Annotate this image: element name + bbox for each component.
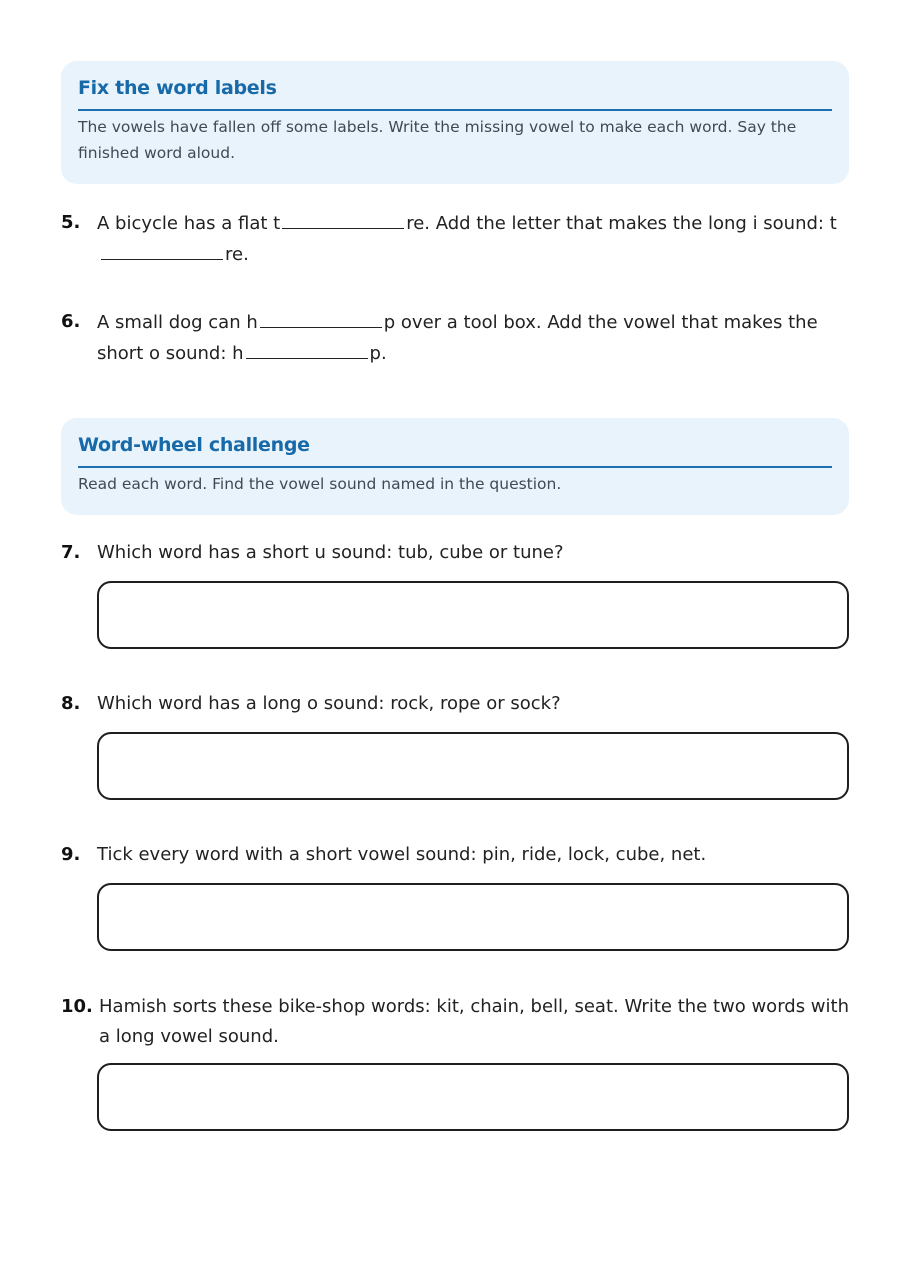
question-text-part: re. Add the letter that makes the long i sound: t bbox=[406, 213, 837, 234]
section-divider bbox=[78, 109, 832, 111]
question-text-part: A bicycle has a flat t bbox=[97, 213, 281, 234]
question-number: 9. bbox=[61, 844, 81, 865]
question-text: Hamish sorts these bike-shop words: kit, chain, bell, seat. Write the two words with a long vowel sound. bbox=[99, 996, 849, 1047]
question-number: 6. bbox=[61, 311, 81, 332]
section-panel-word-wheel-challenge bbox=[61, 418, 849, 515]
question-8 bbox=[61, 689, 851, 719]
question-text-part: p over a tool box. Add the vowel that makes the short o sound: h bbox=[97, 312, 818, 364]
question-text: Which word has a short u sound: tub, cube or tune? bbox=[97, 542, 564, 563]
answer-box[interactable] bbox=[97, 1063, 849, 1131]
section-title: Fix the word labels bbox=[78, 77, 277, 99]
question-6 bbox=[61, 307, 851, 369]
answer-box[interactable] bbox=[97, 732, 849, 800]
answer-box[interactable] bbox=[97, 581, 849, 649]
question-text: Tick every word with a short vowel sound: pin, ride, lock, cube, net. bbox=[97, 844, 707, 865]
question-text-part: A small dog can h bbox=[97, 312, 258, 333]
question-text bbox=[97, 208, 851, 270]
question-text bbox=[97, 307, 851, 369]
question-number: 5. bbox=[61, 212, 81, 233]
question-10 bbox=[61, 992, 851, 1052]
question-number: 8. bbox=[61, 693, 81, 714]
section-title: Word-wheel challenge bbox=[78, 434, 310, 456]
question-text-part: p. bbox=[369, 343, 387, 364]
fill-in-blank[interactable] bbox=[101, 239, 223, 260]
question-text: Which word has a long o sound: rock, rope or sock? bbox=[97, 693, 561, 714]
fill-in-blank[interactable] bbox=[246, 338, 368, 359]
section-instructions: The vowels have fallen off some labels. Write the missing vowel to make each word. Say the finished word aloud. bbox=[78, 118, 797, 162]
question-9 bbox=[61, 840, 851, 870]
question-5 bbox=[61, 208, 851, 270]
question-number: 10. bbox=[61, 996, 93, 1017]
section-panel-fix-word-labels bbox=[61, 61, 849, 184]
question-number: 7. bbox=[61, 542, 81, 563]
fill-in-blank[interactable] bbox=[260, 307, 382, 328]
question-7 bbox=[61, 538, 851, 568]
question-text-part: re. bbox=[225, 244, 249, 265]
section-instructions: Read each word. Find the vowel sound named in the question. bbox=[78, 475, 562, 493]
fill-in-blank[interactable] bbox=[282, 208, 404, 229]
answer-box[interactable] bbox=[97, 883, 849, 951]
section-divider bbox=[78, 466, 832, 468]
